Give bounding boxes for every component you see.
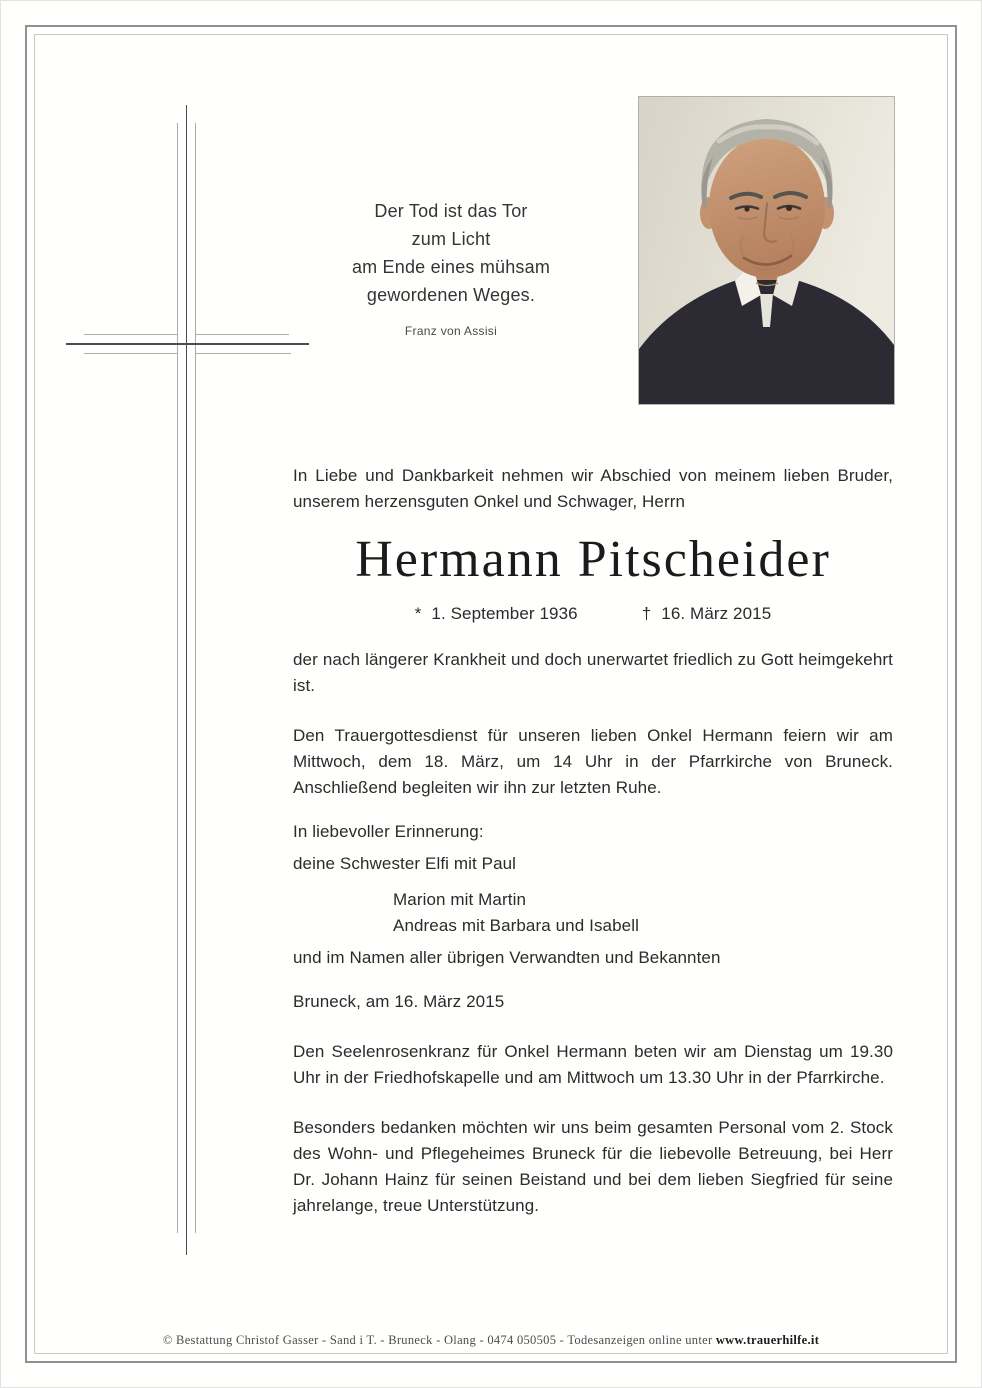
portrait-illustration <box>639 97 894 404</box>
website-link: www.trauerhilfe.it <box>715 1333 820 1347</box>
mourner-lines-indented <box>393 887 893 939</box>
thanks-text: Besonders bedanken möchten wir uns beim gesamten Personal vom 2. Stock des Wohn- und Pflegeheimes Bruneck für die liebevolle Betreuung, bei Herr Dr. Johann Hainz für seinen Beistand und bei dem lieben Siegfried für seine jahrelange, treue Unterstützung. <box>293 1118 893 1215</box>
mourners-closing: und im Namen aller übrigen Verwandten und Bekannten <box>293 948 721 967</box>
birth-date-text: 1. September 1936 <box>431 604 578 623</box>
death-date-text: 16. März 2015 <box>661 604 772 623</box>
quote-line: gewordenen Weges. <box>366 285 536 305</box>
quote-line: am Ende eines mühsam <box>351 257 551 277</box>
cross-vertical-right-line <box>195 123 196 1233</box>
place-dateline: Bruneck, am 16. März 2015 <box>293 992 505 1011</box>
deceased-name: Hermann Pitscheider <box>355 531 831 588</box>
born-symbol: * <box>414 604 422 623</box>
cross-horizontal-lower-right-line <box>196 353 291 354</box>
intro-text: In Liebe und Dankbarkeit nehmen wir Abschied von meinem lieben Bruder, unserem herzensguten Onkel und Schwager, Herrn <box>293 466 893 511</box>
portrait-photo <box>638 96 895 405</box>
quote-attribution: Franz von Assisi <box>404 324 498 338</box>
mourner-line: Andreas mit Barbara und Isabell <box>393 916 639 935</box>
cross-vertical-main-line <box>186 105 187 1255</box>
quote-line: zum Licht <box>411 229 491 249</box>
cross-horizontal-lower-left-line <box>84 353 177 354</box>
death-date <box>642 601 772 627</box>
birth-death-dates <box>293 601 893 627</box>
obituary-body <box>293 463 893 1219</box>
rosary-text: Den Seelenrosenkranz für Onkel Hermann beten wir am Dienstag um 19.30 Uhr in der Friedhofskapelle und am Mittwoch um 13.30 Uhr in der Pfarrkirche. <box>293 1042 893 1087</box>
mourners-heading: In liebevoller Erinnerung: <box>293 822 484 841</box>
mourner-line: Marion mit Martin <box>393 890 527 909</box>
funeral-service-text: Den Trauergottesdienst für unseren lieben Onkel Hermann feiern wir am Mittwoch, dem 18. März, um 14 Uhr in der Pfarrkirche von Bruneck. Anschließend begleiten wir ihn zur letzten Ruhe. <box>293 726 893 797</box>
cross-horizontal-upper-left-line <box>84 334 177 335</box>
passing-text: der nach längerer Krankheit und doch unerwartet friedlich zu Gott heimgekehrt ist. <box>293 650 893 695</box>
memorial-quote <box>271 197 631 345</box>
birth-date <box>415 601 578 627</box>
mourner-line-sister: deine Schwester Elfi mit Paul <box>293 854 517 873</box>
funeral-home-credit: © Bestattung Christof Gasser - Sand i T. - Bruneck - Olang - 0474 050505 - Todesanzeigen online unter <box>162 1333 713 1347</box>
cross-vertical-left-line <box>177 123 178 1233</box>
footer <box>1 1333 981 1348</box>
quote-line: Der Tod ist das Tor <box>374 201 528 221</box>
died-symbol: † <box>641 604 652 623</box>
